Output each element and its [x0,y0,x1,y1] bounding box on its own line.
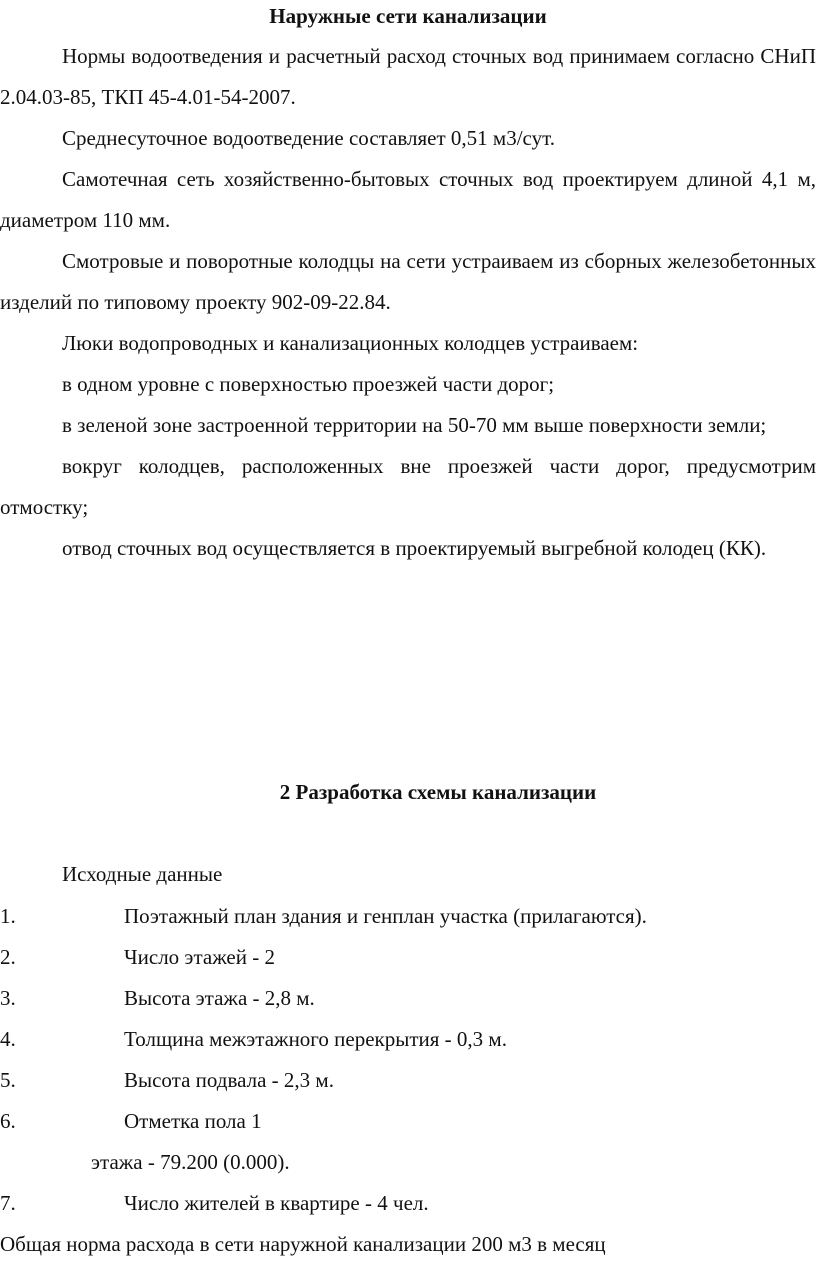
list-item [0,1101,816,1142]
list-item-text: Поэтажный план здания и генплан участка (прилагаются). [124,904,647,928]
list-item-text: этажа - 79.200 (0.000). [91,1150,290,1174]
paragraph: вокруг колодцев, расположенных вне проезжей части дорог, предусмотрим отмостку; [0,454,816,519]
section1-body [0,36,816,569]
list-item [0,1183,816,1224]
paragraph: Нормы водоотведения и расчетный расход сточных вод принимаем согласно СНиП 2.04.03-85, ТКП 45-4.01-54-2007. [0,44,816,109]
list-item-text: Высота этажа - 2,8 м. [124,986,315,1010]
list-item [0,978,816,1019]
list-item [0,1019,816,1060]
list-item-number: 4. [0,1027,16,1051]
list-item [0,937,816,978]
list-item-number: 3. [0,986,16,1010]
source-data-list [0,896,816,1224]
list-item-text: Число жителей в квартире - 4 чел. [124,1191,429,1215]
list-item-text: Отметка пола 1 [124,1109,262,1133]
list-item-text: Число этажей - 2 [124,945,275,969]
section2-title: 2 Разработка схемы канализации [279,780,597,804]
paragraph: Люки водопроводных и канализационных колодцев устраиваем: [62,331,639,355]
final-line: Общая норма расхода в сети наружной канализации 200 м3 в месяц [0,1232,606,1256]
paragraph: Самотечная сеть хозяйственно-бытовых сточных вод проектируем длиной 4,1 м, диаметром 110 мм. [0,167,816,232]
list-item-number: 5. [0,1068,16,1092]
section1-title: Наружные сети канализации [269,4,547,28]
source-data-label: Исходные данные [62,862,223,886]
list-item-number: 6. [0,1109,16,1133]
paragraph: Среднесуточное водоотведение составляет 0,51 м3/сут. [62,126,555,150]
paragraph: отвод сточных вод осуществляется в проектируемый выгребной колодец (КК). [62,536,767,560]
paragraph: Смотровые и поворотные колодцы на сети устраиваем из сборных железобетонных изделий по типовому проекту 902-09-22.84. [0,249,816,314]
list-item-number: 7. [0,1191,16,1215]
list-item-number: 1. [0,904,16,928]
list-item-text: Высота подвала - 2,3 м. [124,1068,334,1092]
paragraph: в одном уровне с поверхностью проезжей части дорог; [62,372,555,396]
list-item-continuation [0,1142,816,1183]
list-item-number: 2. [0,945,16,969]
paragraph: в зеленой зоне застроенной территории на 50-70 мм выше поверхности земли; [62,413,767,437]
list-item [0,1060,816,1101]
list-item-text: Толщина межэтажного перекрытия - 0,3 м. [124,1027,507,1051]
list-item [0,896,816,937]
